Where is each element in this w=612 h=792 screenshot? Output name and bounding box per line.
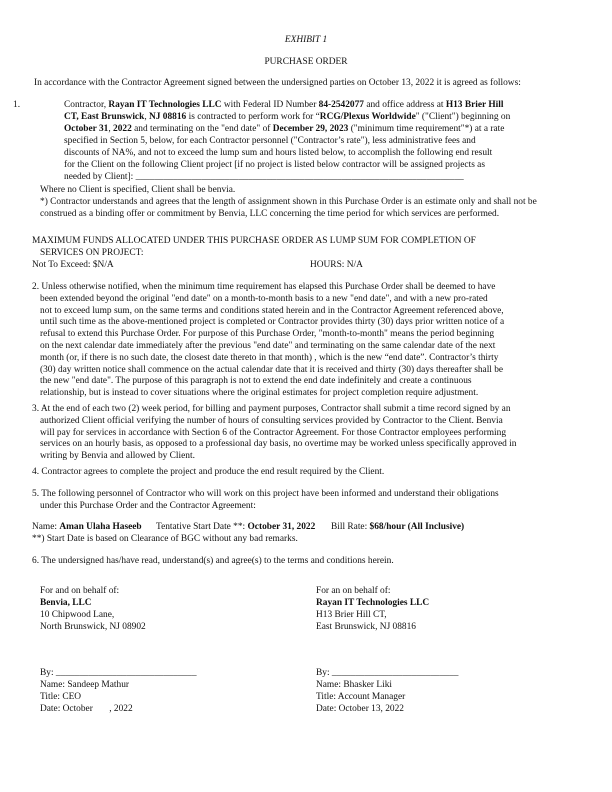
text: needed by Client]: ______________________________________________________________________ — [64, 172, 464, 182]
section-2-line: 2. Unless otherwise notified, when the minimum time requirement has elapsed this Purchase Order shall be deemed to have — [32, 282, 496, 292]
section-3-line: 3. At the end of each two (2) week period, for billing and payment purposes, Contractor shall submit a time record signed by an — [32, 404, 511, 414]
section-1-line — [64, 111, 510, 123]
section-2-line: on the next calendar date immediately after the previous "end date" and terminating on the same calendar date of the next — [40, 341, 496, 351]
text: with Federal ID Number — [221, 100, 319, 110]
bill-rate-value: $68/hour (All Inclusive) — [369, 522, 465, 532]
right-address-line: East Brunswick, NJ 08816 — [316, 622, 416, 632]
section-4: 4. Contractor agrees to complete the project and produce the end result required by the Client. — [32, 467, 385, 477]
right-signature-line: By: ___________________________ — [316, 668, 459, 678]
section-6: 6. The undersigned has/have read, understand(s) and agree(s) to the terms and conditions herein. — [32, 556, 394, 566]
assignment-note: *) Contractor understands and agrees that the length of assignment shown in this Purchase Order is an estimate only and shall not be — [40, 197, 537, 207]
text: specified in Section 5, below, for each Contractor personnel ("Contractor’s rate"), less administrative fees and — [64, 136, 476, 146]
bill-rate-label: Bill Rate: — [331, 522, 370, 532]
text: , — [144, 112, 149, 122]
start-date-note: **) Start Date is based on Clearance of BGC without any bad remarks. — [32, 534, 298, 544]
left-signer-title: Title: CEO — [40, 692, 82, 702]
left-behalf-label: For and on behalf of: — [40, 586, 120, 596]
left-company-name: Benvia, LLC — [40, 598, 92, 608]
section-1-line — [64, 123, 504, 135]
text: and office address at — [363, 100, 446, 110]
section-3-line: will pay for services in accordance with Section 6 of the Contractor Agreement. For those Contractor employees performing — [40, 427, 507, 438]
bill-rate-field — [331, 521, 464, 533]
section-2-line: the new "end date". The purpose of this paragraph is not to extend the end date indefinitely and create a continuous — [40, 376, 472, 387]
text: is contracted to perform work for “ — [186, 112, 320, 122]
left-signature-date: Date: October , 2022 — [40, 704, 133, 714]
intro-paragraph: In accordance with the Contractor Agreement signed between the undersigned parties on October 13, 2022 it is agreed as follows: — [34, 78, 521, 88]
name-label: Name: — [32, 522, 60, 532]
right-address-line: H13 Brier Hill CT, — [316, 610, 387, 620]
exhibit-label: EXHIBIT 1 — [284, 35, 328, 45]
right-company-name: Rayan IT Technologies LLC — [316, 598, 430, 608]
section-3-line: services on an hourly basis, as opposed to a professional day basis, no overtime may be worked unless specifically approved in — [40, 439, 517, 450]
text: for the Client on the following Client project [if no project is listed below contractor will be assigned projects as — [64, 160, 485, 170]
left-address-line: North Brunswick, NJ 08902 — [40, 622, 146, 632]
section-5-line: under this Purchase Order and the Contractor Agreement: — [40, 501, 256, 511]
section-1-line — [64, 171, 464, 183]
bold-text: NJ 08816 — [149, 112, 187, 122]
left-signer-name: Name: Sandeep Mathur — [40, 680, 130, 690]
text: discounts of NA%, and not to exceed the lump sum and hours listed below, to accomplish the following end result — [64, 148, 493, 158]
personnel-row — [32, 521, 142, 533]
section-2-line: until such time as the above-mentioned project is completed or Contractor provides thirty (30) days prior written notice of a — [40, 317, 505, 328]
bold-text: CT, East Brunswick — [64, 112, 145, 122]
section-1-line — [64, 99, 503, 111]
right-signer-title: Title: Account Manager — [316, 692, 406, 702]
bold-text: H13 Brier Hill — [445, 100, 504, 110]
text: and terminating on the "end date" of — [131, 124, 273, 134]
section-1-number: 1. — [13, 100, 21, 110]
page-title: PURCHASE ORDER — [264, 57, 348, 67]
left-address-line: 10 Chipwood Lane, — [40, 610, 115, 620]
start-date-field — [156, 521, 315, 533]
section-2-line: (30) day written notice shall commence on the actual calendar date that it is received and thirty (30) days thereafter shall be — [40, 364, 504, 375]
section-3-line: writing by Benvia and allowed by Client. — [40, 451, 195, 462]
bold-text: October 31 — [64, 124, 109, 134]
section-2-line: refusal to extend this Purchase Order. For purpose of this Purchase Order, "month-to-month" means the period beginning — [40, 329, 495, 340]
bold-text: December 29, 2023 — [272, 124, 349, 134]
bold-text: RCG/Plexus Worldwide — [319, 112, 416, 122]
text: Contractor, — [64, 100, 109, 110]
start-date-value: October 31, 2022 — [247, 522, 316, 532]
start-date-label: Tentative Start Date **: — [156, 522, 248, 532]
left-signature-line: By: ______________________________ — [40, 668, 197, 678]
section-2-line: relationship, but is instead to cover situations where the original estimates for project completion require adjustment. — [40, 388, 479, 399]
section-5-line: 5. The following personnel of Contractor who will work on this project have been informed and understand their obligations — [32, 489, 499, 499]
bold-text: 84-2542077 — [318, 100, 364, 110]
section-2-line: month (or, if there is no such date, the closest date thereto in that month) , which is the new “end date”. Contractor’s thirty — [40, 352, 499, 363]
section-3-line: authorized Client official verifying the number of hours of consulting services provided by Contractor to the Client. Benvia — [40, 415, 503, 426]
bold-text: 2022 — [113, 124, 132, 134]
bold-text: Rayan IT Technologies LLC — [108, 100, 222, 110]
right-signer-name: Name: Bhasker Liki — [316, 680, 393, 690]
hours: HOURS: N/A — [310, 260, 363, 270]
section-1-line — [64, 159, 485, 171]
right-signature-date: Date: October 13, 2022 — [316, 704, 404, 714]
personnel-name: Aman Ulaha Haseeb — [59, 522, 142, 532]
section-1-line — [64, 135, 476, 147]
max-funds-heading: MAXIMUM FUNDS ALLOCATED UNDER THIS PURCHASE ORDER AS LUMP SUM FOR COMPLETION OF — [32, 236, 476, 246]
section-2-line: been extended beyond the original "end date" on a month-to-month basis to a new "end date", and with a new pro-rated — [40, 293, 488, 304]
section-2-line: not to exceed lump sum, on the same terms and conditions stated herein and in the Contractor Agreement referenced above, — [40, 305, 504, 316]
assignment-note: construed as a binding offer or commitment by Benvia, LLC concerning the time period for which services are performed. — [40, 209, 500, 219]
client-note: Where no Client is specified, Client shall be benvia. — [40, 185, 236, 195]
section-1-line — [64, 147, 492, 159]
not-to-exceed: Not To Exceed: $N/A — [32, 260, 114, 270]
text: , — [108, 124, 114, 134]
text: " ("Client") beginning on — [415, 112, 511, 122]
right-behalf-label: For an on behalf of: — [316, 586, 391, 596]
max-funds-heading: SERVICES ON PROJECT: — [40, 248, 144, 258]
text: ("minimum time requirement"*) at a rate — [348, 124, 505, 134]
